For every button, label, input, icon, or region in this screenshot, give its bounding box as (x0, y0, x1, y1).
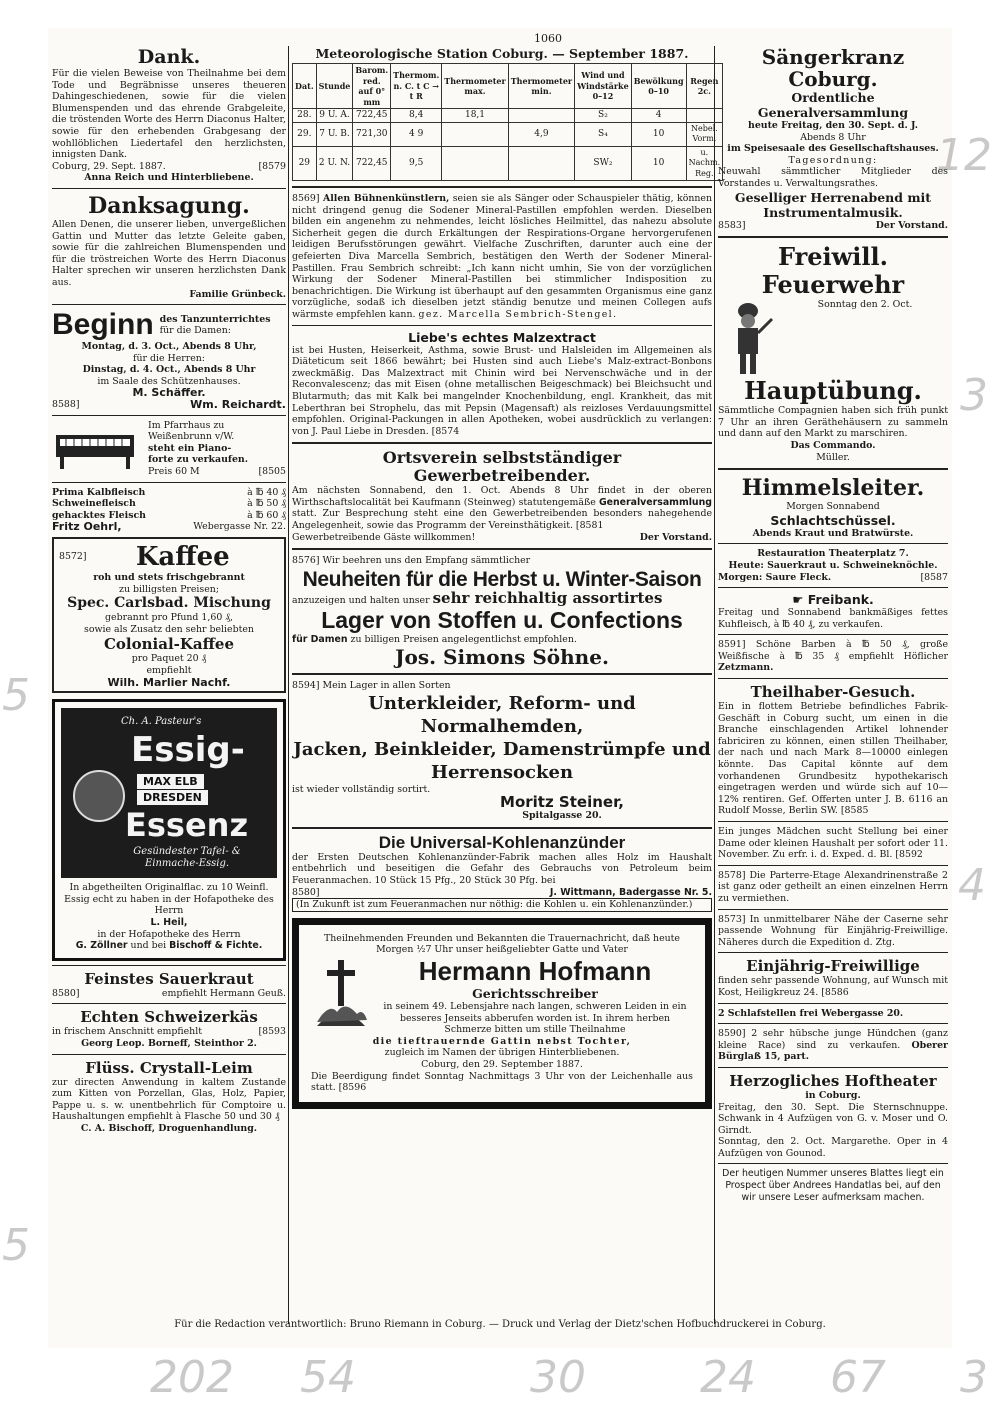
kohlen-body: der Ersten Deutschen Kohlenanzünder-Fabrik machen alles Holz im Haushalt entbehrlich und beseitigen die Gefahr des Gebrauchs von Petroleum beim Feueranmachen. 10 Stück 15 Pfg., 20 Stück 30 Pfg. bei (292, 851, 712, 886)
middle-column (292, 46, 721, 1326)
ortsverein-title: Ortsverein selbstständiger Gewerbetreibender. (382, 448, 622, 486)
himmel-line1: Morgen Sonnabend (786, 501, 880, 513)
kaese-line: in frischem Anschnitt empfiehlt (52, 1026, 202, 1038)
weather-header: Thermometer min. (508, 64, 574, 109)
kohlen-ref: 8580] (292, 886, 320, 898)
tanz-line2: für die Damen: (159, 325, 231, 337)
malz-title: Liebe's echtes Malzextract (408, 329, 596, 345)
simons-headline2: Lager von Stoffen u. Confections (321, 607, 683, 634)
einjaehrig-ref: [8586 (821, 986, 849, 998)
station-title: Meteorologische Station Coburg. — September 1887. (315, 46, 689, 61)
weather-row: 28. 9 U. A. 722,45 8,4 18,1 S₂ 4 (293, 109, 723, 123)
barben-ref: 8591] (718, 639, 746, 651)
soden-lead: Allen Bühnenkünstlern, (322, 193, 450, 204)
tanz-line4: für die Herren: (133, 352, 205, 364)
soden-sign: gez. Marcella Sembrich-Stengel. (418, 308, 618, 320)
piano-line3: steht ein Piano- (148, 442, 232, 454)
ortsverein-body2: statt. Zur Besprechung steht eine den Gewerbetreibenden besonders nahegehende Angelegenheit, sowie das Programm der Vereinsthätigkeit. (292, 508, 712, 532)
barben-body: Schöne Barben à ℔ 50 ₰, große Weißfische à ℔ 35 ₰ empfiehlt Höflicher (718, 639, 948, 662)
simons-intro: Wir beehren uns den Empfang sämmtlicher (322, 555, 531, 567)
theilhaber-ad (718, 683, 948, 817)
weather-header: Thermom. n. C. t C → t R (391, 64, 442, 109)
dank-ref: [8579 (258, 160, 286, 172)
essig-tail: und bei (130, 940, 167, 952)
steiner-ad (292, 680, 712, 822)
simons-firm: Jos. Simons Söhne. (395, 645, 609, 670)
steiner-line4: ist wieder vollständig sortirt. (292, 783, 431, 795)
hoftheater-title: Herzogliches Hoftheater (729, 1071, 937, 1090)
sauerkraut-line: empfiehlt Hermann Geuß. (161, 987, 286, 999)
hoftheater-line2: Sonntag, den 2. Oct. Margarethe. Oper in 4 Aufzügen von Gounod. (718, 1136, 948, 1159)
leim-title: Flüss. Crystall-Leim (85, 1058, 253, 1077)
kaffee-line3: Spec. Carlsbad. Mischung (67, 595, 271, 612)
feuerwehr-title: Freiwill. Feuerwehr (761, 242, 905, 300)
pencil-mark: 4 (958, 860, 986, 911)
weather-row: 29 2 U. N. 722,45 9,5 SW₂ 10 u. Nachm. Reg. (293, 146, 723, 181)
steiner-firm: Moritz Steiner, (500, 793, 624, 812)
trauer-widow: die tieftrauernde Gattin nebst Tochter, (372, 1035, 632, 1047)
malz-ref: [8574 (431, 425, 460, 437)
hoftheater-sub: in Coburg. (805, 1089, 861, 1101)
theater-restaurant-ad (718, 548, 948, 583)
trauer-intro: Theilnehmenden Freunden und Bekannten die Trauernachricht, daß heute Morgen ½7 Uhr unser heißgeliebter Gatte und Vater (324, 932, 680, 956)
simons-line2a: anzuzeigen und halten unser (292, 594, 430, 606)
danksagung-notice (52, 193, 286, 300)
essig-tag: Gesündester Tafel- & Einmache-Essig. (133, 846, 241, 870)
fleisch-row: Schweinefleisch à ℔ 50 ₰ (52, 498, 286, 510)
prospekt-notice: Der heutigen Nummer unseres Blattes liegt ein Prospect über Andrees Handatlas bei, auf den wir unsere Leser aufmerksam machen. (722, 1168, 944, 1203)
weather-header: Barom. red. auf 0° mm (353, 64, 391, 109)
pointing-hand-icon: ☛ (792, 592, 808, 608)
pencil-mark: 24 (700, 1352, 756, 1403)
pencil-mark: 30 (530, 1352, 586, 1403)
feuerwehr-sign: Das Commando. (790, 439, 876, 451)
weather-header: Regen 2c. (686, 64, 723, 109)
page-number: 1060 (534, 32, 562, 45)
saenger-ref: 8583] (718, 219, 746, 231)
theater-line1: Restauration Theaterplatz 7. (757, 548, 909, 560)
tanz-ref: 8588] (52, 399, 80, 411)
ortsverein-closing: Gewerbetreibende Gäste willkommen! (292, 531, 476, 543)
hunde-ad: 8590] 2 sehr hübsche junge Hündchen (ganz kleine Race) sind zu verkaufen. Oberer Bürglaß 15, part. (718, 1028, 948, 1063)
himmel-line3: Abends Kraut und Bratwürste. (752, 527, 914, 539)
hoftheater-line1: Freitag, den 30. Sept. Die Sternschnuppe. Schwank in 4 Aufzügen von G. v. Moser und O. Girndt. (718, 1101, 948, 1136)
feuerwehr-line1: Sonntag den 2. Oct. (817, 299, 913, 311)
trauer-funeral: Die Beerdigung findet Sonntag Nachmittags 3 Uhr von der Leichenhalle aus statt. (311, 1070, 693, 1094)
trauer-also: zugleich im Namen der übrigen Hinterbliebenen. (384, 1047, 620, 1059)
tanz-line1: des Tanzunterrichtes (159, 313, 271, 325)
column-rule-left (288, 46, 289, 1324)
ortsverein-body1: Am nächsten Sonnabend, den 1. Oct. Abends 8 Uhr findet in der oberen Wirthschaftslocalität bei Kaufmann (Steinweg) statutengemäße (292, 485, 712, 508)
leim-seller: C. A. Bischoff, Droguenhandlung. (80, 1122, 258, 1134)
saenger-line3: im Speisesaale des Gesellschaftshauses. (727, 143, 939, 155)
piano-line1: Im Pfarrhaus zu (148, 419, 225, 431)
tanz-ad (52, 309, 286, 411)
grape-seal-icon (73, 770, 125, 822)
piano-icon (52, 427, 144, 471)
essig-brand: Ch. A. Pasteur's (121, 716, 202, 728)
soden-ref: 8569] (292, 193, 320, 204)
simons-line2b: sehr reichhaltig assortirtes (432, 588, 663, 607)
saenger-sub: Ordentliche Generalversammlung (757, 90, 909, 120)
trauer-date: Coburg, den 29. September 1887. (421, 1058, 583, 1070)
einjaehrig-title: Einjährig-Freiwillige (746, 957, 920, 976)
ortsverein-ad (292, 449, 712, 543)
essig-mid: in der Hofapotheke des Herrn (97, 928, 241, 940)
schlafstellen-ad: 2 Schlafstellen frei Webergasse 20. (718, 1007, 904, 1019)
pencil-mark: 54 (300, 1352, 356, 1403)
freibank-body: Freitag und Sonnabend bankmäßiges fettes Kuhfleisch, à ℔ 40 ₰, zu verkaufen. (718, 607, 948, 630)
tanz-name1: M. Schäffer. (132, 386, 206, 400)
column-rule-right (714, 46, 715, 1324)
steiner-ref: 8594] (292, 680, 320, 692)
right-column (718, 46, 948, 1326)
saenger-line5: Neuwahl sämmtlicher Mitglieder des Vorstandes u. Verwaltungsrathes. (718, 166, 948, 189)
kohlen-title: Die Universal-Kohlenanzünder (378, 832, 626, 852)
kohlen-seller: J. Wittmann, Badergasse Nr. 5. (549, 886, 712, 898)
weather-row: 29. 7 U. B. 721,30 4 9 4,9 S₄ 10 Nebel. Vorm. (293, 122, 723, 146)
saenger-notice (718, 46, 948, 231)
ortsverein-ref: [8581 (575, 520, 604, 532)
dank-date: Coburg, 29. Sept. 1887. (52, 160, 166, 172)
maedchen-ad: Ein junges Mädchen sucht Stellung bei einer Dame oder kleinen Haushalt per sofort oder 11. November. Zu erfr. i. d. Exped. d. Bl. [8592 (718, 826, 948, 861)
kaffee-line4: gebrannt pro Pfund 1,60 ₰, (105, 612, 233, 624)
steiner-line1: Unterkleider, Reform- und Normalhemden, (368, 692, 636, 737)
tanz-beginn: Beginn (52, 308, 154, 342)
simons-ad (292, 555, 712, 668)
piano-ref: [8505 (258, 466, 286, 478)
simons-line3b: zu billigen Preisen angelegentlichst empfohlen. (350, 634, 577, 646)
weather-station (292, 46, 721, 181)
grave-cross-icon (311, 956, 371, 1030)
imprint-footer: Für die Redaction verantwortlich: Bruno Riemann in Coburg. — Druck und Verlag der Dietz'schen Hofbuchdruckerei in Coburg. (174, 1319, 826, 1330)
piano-ad (52, 420, 286, 478)
dank-title: Dank. (137, 46, 201, 68)
trauer-notice (292, 918, 712, 1109)
left-column (52, 46, 286, 1326)
kaffee-line7: pro Paquet 20 ₰ (131, 653, 207, 665)
leim-body: zur directen Anwendung in kaltem Zustande zum Kitten von Porzellan, Glas, Holz, Papier, Pappe u. s. w. unentbehrlich für Comptoire u. Haushaltungen empfiehlt à Flasche 50 und 30 ₰ (52, 1076, 286, 1123)
steiner-line2: Jacken, Beinkleider, Damenstrümpfe und (293, 738, 711, 760)
trauer-ref: [8596 (338, 1082, 367, 1094)
leim-ad (52, 1059, 286, 1135)
pencil-mark: 3 (960, 1352, 988, 1403)
piano-line4: forte zu verkaufen. (148, 454, 249, 466)
theilhaber-title: Theilhaber-Gesuch. (750, 683, 916, 702)
saenger-title: Sängerkranz Coburg. (761, 45, 905, 91)
pencil-mark: 12 (936, 130, 992, 181)
malz-ad (292, 330, 712, 438)
essig-seller3: Bischoff & Fichte. (169, 940, 263, 952)
piano-line2: Weißenbrunn v/W. (148, 431, 235, 443)
steiner-intro: Mein Lager in allen Sorten (322, 680, 451, 692)
freibank-ad (718, 592, 948, 630)
kaese-ad (52, 1008, 286, 1049)
kaffee-line6: Colonial-Kaffee (103, 635, 235, 654)
theilhaber-ref: [8585 (840, 805, 869, 817)
einjaehrig-ad (718, 957, 948, 998)
saenger-line6: Geselliger Herrenabend mit Instrumentalmusik. (734, 189, 932, 220)
weather-table (292, 63, 723, 181)
himmel-line2: Schlachtschüssel. (770, 512, 896, 528)
newspaper-page (48, 28, 952, 1348)
dank-signature: Anna Reich und Hinterbliebene. (84, 172, 254, 184)
fleisch-ad (52, 487, 286, 533)
soden-ad (292, 193, 712, 321)
kaffee-line1: roh und stets frischgebrannt (93, 572, 245, 583)
theater-line3: Morgen: Saure Fleck. (718, 571, 832, 583)
simons-line3a: für Damen (292, 634, 348, 646)
wohnung-ad: 8573] In unmittelbarer Nähe der Caserne sehr passende Wohnung für Einjährig-Freiwillige. Näheres durch die Expedition d. Ztg. (718, 913, 948, 948)
fleisch-row: gehacktes Fleisch à ℔ 60 ₰ (52, 509, 286, 521)
kaffee-line8: empfiehlt (146, 664, 192, 676)
theater-line2: Heute: Sauerkraut u. Schweineknöchle. (728, 559, 938, 571)
simons-headline: Neuheiten für die Herbst u. Winter-Saison (302, 567, 702, 591)
malz-body: ist bei Husten, Heiserkeit, Asthma, sowie Brust- und Halsleiden im Allgemeinen als Diäteticum seit 1866 bewährt; bei Husten sind auch Liebe's Malz-extract-Bonbons zweckmäßig. Das Malzextract mit Chinin wird bei Nervenschwäche und in der Reconvalescenz; das mit Eisen (ohne metallischen Beigeschmack) bei Bleichsucht und Blutarmuth; das mit Kalk bei mangelnder Knochenbildung, engl. Krankheit, das mit Leberthran bei Strophelu, das mit Pepsin (Magensaft) als reizloses Verdauungsmittel empfohlen. Original-Packungen in allen Apotheken, wobei ausdrücklich zu verlangen: von J. Paul Liebe in Dresden. (292, 344, 712, 437)
essig-seller2: G. Zöllner (75, 940, 128, 952)
pencil-mark: 5 (2, 670, 30, 721)
essig-word2: Essenz (125, 806, 249, 845)
sauerkraut-ad (52, 970, 286, 1000)
pencil-mark: 67 (830, 1352, 886, 1403)
pencil-mark: 202 (150, 1352, 234, 1403)
theater-ref: [8587 (920, 571, 948, 583)
weather-header: Bewölkung 0–10 (631, 64, 686, 109)
kaffee-ad (52, 537, 286, 693)
simons-ref: 8576] (292, 555, 320, 567)
tanz-line3: Montag, d. 3. Oct., Abends 8 Uhr, (81, 341, 257, 353)
kaffee-line2: zu billigsten Preisen; (119, 583, 219, 595)
essig-seller1: L. Heil, (150, 916, 188, 928)
fleisch-row: Prima Kalbfleisch à ℔ 40 ₰ (52, 486, 286, 498)
essig-maker2: DRESDEN (137, 790, 208, 805)
kohlen-note: (In Zukunft ist zum Feueranmachen nur nöthig: die Kohlen u. ein Kohlenanzünder.) (292, 898, 712, 912)
himmel-title: Himmelsleiter. (741, 475, 925, 502)
theilhaber-body: Ein in flottem Betriebe befindliches Fabrik-Geschäft in Coburg sucht, um einen in die Branche einschlagenden Artikel lohnender fabriciren zu können, einen stillen Theilhaber, der nach und nach Mark 8—10000 einlegen könnte. Das Capital könnte auf dem vorhandenen Grundbesitz hypothekarisch eingetragen werden und würde sich auf 10—12% rentiren. Gef. Offerten unter J. B. 6116 an Rudolf Mosse, Berlin SW. (718, 701, 948, 817)
feuerwehr-notice (718, 243, 948, 463)
kaffee-ref: 8572] (59, 551, 87, 563)
kaese-seller: Georg Leop. Borneff, Steinthor 2. (81, 1037, 257, 1049)
danksagung-body: Allen Denen, die unserer lieben, unvergeßlichen Gattin und Mutter das letzte Geleite gaben, sowie für die zahlreichen Blumenspenden und für die tröstreichen Worte des Herrn Diaconus Halter sprechen wir unseren herzlichsten Dank aus. (52, 218, 286, 288)
essig-maker1: MAX ELB (137, 774, 204, 789)
danksagung-signature: Familie Grünbeck. (189, 288, 286, 300)
kaese-ref: [8593 (258, 1026, 286, 1038)
danksagung-title: Danksagung. (88, 192, 250, 219)
essig-body: In abgetheilten Originalflac. zu 10 Weinfl. Essig echt zu haben in der Hofapotheke des Herrn (64, 882, 274, 917)
soden-body: seien sie als Sänger oder Schauspieler thätig, können nicht dringend genug die Sodener Mineral-Pastillen empfohlen werden. Dieselben bilden ein angenehm zu nehmendes, leicht lösliches Heilmittel, das nahezu absolute Sicherheit gegen die durch Erkältungen der Respirations-Organe hervorgerufenen leidigen Berufsstörungen gewährt. Vielfache Zuschriften, darunter auch eine der gefeierten Diva Marcella Sembrich, bestätigen den Werth der Sodener Mineral-Pastillen. Frau Sembrich schreibt: „Ich kann nicht umhin, Sie von der vorzüglichen Wirkung der Sodener Mineral-Pastillen bei stimmlicher Indisposition zu benachrichtigen. Die Wirkung ist überhaupt auf den gesammten Organismus eine ganz vorzügliche, sodaß ich dieselben jetzt ständig benutze und meinen Collegen aufs wärmste empfehlen kann. (292, 193, 713, 320)
kaese-title: Echten Schweizerkäs (80, 1008, 258, 1027)
weather-header: Stunde (316, 64, 353, 109)
feuerwehr-name: Müller. (816, 451, 850, 463)
ortsverein-em: Generalversammlung (598, 496, 712, 508)
trauer-name: Hermann Hofmann (418, 955, 652, 986)
feuerwehr-body: Sämmtliche Compagnien haben sich früh punkt 7 Uhr an ihren Geräthehäusern zu sammeln und dann auf den Markt zu marschiren. (718, 405, 948, 440)
trauer-body: in seinem 49. Lebensjahre nach langen, schweren Leiden in ein besseres Jenseits abberufen worden ist. In ihrem herben Schmerze bitten um stille Theilnahme (383, 1000, 687, 1036)
kaffee-line5: sowie als Zusatz den sehr beliebten (84, 623, 254, 635)
saenger-line4: Tagesordnung: (788, 154, 878, 166)
piano-line5: Preis 60 M (148, 466, 200, 478)
tanz-line5: Dinstag, d. 4. Oct., Abends 8 Uhr (82, 364, 256, 376)
saenger-line1: heute Freitag, den 30. Sept. d. J. (748, 120, 918, 131)
essig-logo-artwork (61, 708, 277, 878)
weather-header: Wind und Windstärke 0–12 (575, 64, 632, 109)
essig-word1: Essig- (131, 730, 245, 771)
dank-body: Für die vielen Beweise von Theilnahme bei dem Tode und Begräbnisse unseres theueren Dahingeschiedenen, sowie für die vielen Blumenspenden und das ehrende Grabgeleite, die tröstenden Worte des Herrn Diaconus Halter, sowie für den erhebenden Grabgesang der wohllöblichen Liedertafel den herzlichsten, innigsten Dank. (52, 68, 286, 161)
weather-header: Thermometer max. (442, 64, 508, 109)
trauer-role: Gerichtsschreiber (472, 985, 598, 1001)
steiner-line3: Herrensocken (430, 761, 574, 783)
sauerkraut-title: Feinstes Sauerkraut (84, 969, 254, 988)
etage-ad: 8578] Die Parterre-Etage Alexandrinenstraße 2 ist ganz oder getheilt an einen einzelnen Herrn zu vermiethen. (718, 869, 948, 904)
himmel-ad (718, 475, 948, 539)
dank-notice (52, 46, 286, 184)
freibank-title: ☛ Freibank. (792, 592, 874, 608)
saenger-sign: Der Vorstand. (875, 219, 948, 231)
fleisch-address: Webergasse Nr. 22. (193, 521, 286, 533)
weather-header: Dat. (293, 64, 317, 109)
pencil-mark: 3 (960, 370, 988, 421)
tanz-name2: Wm. Reichardt. (190, 398, 286, 412)
pencil-mark: 5 (2, 1220, 30, 1271)
ortsverein-sign: Der Vorstand. (639, 531, 712, 543)
barben-seller: Zetzmann. (718, 662, 774, 674)
fireman-icon (718, 299, 778, 377)
fleisch-seller: Fritz Oehrl, (52, 520, 122, 534)
hoftheater-notice (718, 1072, 948, 1160)
sauerkraut-ref: 8580] (52, 987, 80, 999)
tanz-line6: im Saale des Schützenhauses. (97, 375, 241, 387)
essig-ad (52, 699, 286, 961)
steiner-address: Spitalgasse 20. (522, 810, 602, 822)
barben-ad (718, 639, 948, 674)
kaffee-title: Kaffee (135, 542, 230, 572)
kohlen-ad (292, 834, 712, 912)
kaffee-seller: Wilh. Marlier Nachf. (107, 675, 231, 689)
einjaehrig-body: finden sehr passende Wohnung, auf Wunsch mit Kost, Heiligkreuz 24. (718, 975, 948, 998)
feuerwehr-headline: Hauptübung. (744, 376, 922, 406)
saenger-line2: Abends 8 Uhr (800, 131, 866, 143)
